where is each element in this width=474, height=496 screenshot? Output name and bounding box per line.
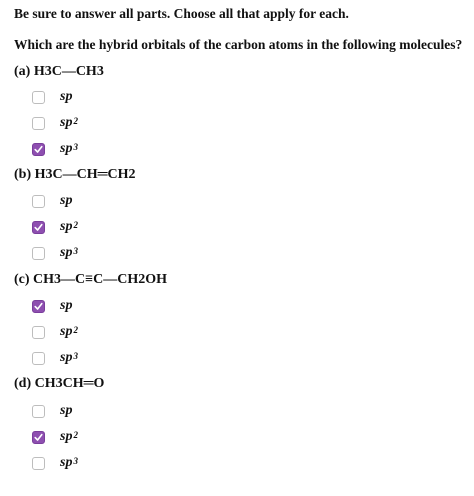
part-d-option-sp2[interactable] — [32, 429, 232, 447]
part-d-option-sp[interactable] — [32, 403, 232, 421]
option-label: $sp^2$ — [60, 429, 78, 444]
instructions: Be sure to answer all parts. Choose all that apply for each. — [14, 6, 349, 21]
checkbox[interactable] — [32, 221, 45, 234]
option-label: $sp^3$ — [60, 245, 78, 260]
option-label: $sp^3$ — [60, 141, 78, 156]
part-d-label: (d) CH3CH═O — [14, 376, 105, 391]
option-label: sp — [60, 89, 73, 104]
part-a-option-sp2[interactable] — [32, 115, 232, 133]
part-a-option-sp[interactable] — [32, 89, 232, 107]
option-label: sp — [60, 403, 73, 418]
option-label: $sp^3$ — [60, 455, 78, 470]
checkbox[interactable] — [32, 117, 45, 130]
part-c-option-sp2[interactable] — [32, 324, 232, 342]
checkbox[interactable] — [32, 143, 45, 156]
checkbox[interactable] — [32, 431, 45, 444]
part-b-option-sp2[interactable] — [32, 219, 232, 237]
question-text: Which are the hybrid orbitals of the carbon atoms in the following molecules? — [14, 37, 463, 52]
checkbox[interactable] — [32, 247, 45, 260]
part-b-option-sp[interactable] — [32, 193, 232, 211]
part-a-label: (a) H3C—CH3 — [14, 64, 104, 79]
checkbox[interactable] — [32, 300, 45, 313]
checkbox[interactable] — [32, 91, 45, 104]
part-c-option-sp3[interactable] — [32, 350, 232, 368]
checkmark-icon — [34, 302, 43, 311]
option-label: $sp^2$ — [60, 219, 78, 234]
part-c-label: (c) CH3—C≡C—CH2OH — [14, 272, 168, 287]
option-label: sp — [60, 193, 73, 208]
checkmark-icon — [34, 433, 43, 442]
checkbox[interactable] — [32, 195, 45, 208]
option-label: $sp^2$ — [60, 324, 78, 339]
checkbox[interactable] — [32, 405, 45, 418]
part-c-option-sp[interactable] — [32, 298, 232, 316]
option-label: $sp^2$ — [60, 115, 78, 130]
part-d-option-sp3[interactable] — [32, 455, 232, 473]
part-b-option-sp3[interactable] — [32, 245, 232, 263]
option-label: sp — [60, 298, 73, 313]
checkbox[interactable] — [32, 326, 45, 339]
part-b-label: (b) H3C—CH═CH2 — [14, 167, 136, 182]
option-label: $sp^3$ — [60, 350, 78, 365]
checkmark-icon — [34, 145, 43, 154]
part-a-option-sp3[interactable] — [32, 141, 232, 159]
checkbox[interactable] — [32, 457, 45, 470]
checkmark-icon — [34, 223, 43, 232]
checkbox[interactable] — [32, 352, 45, 365]
